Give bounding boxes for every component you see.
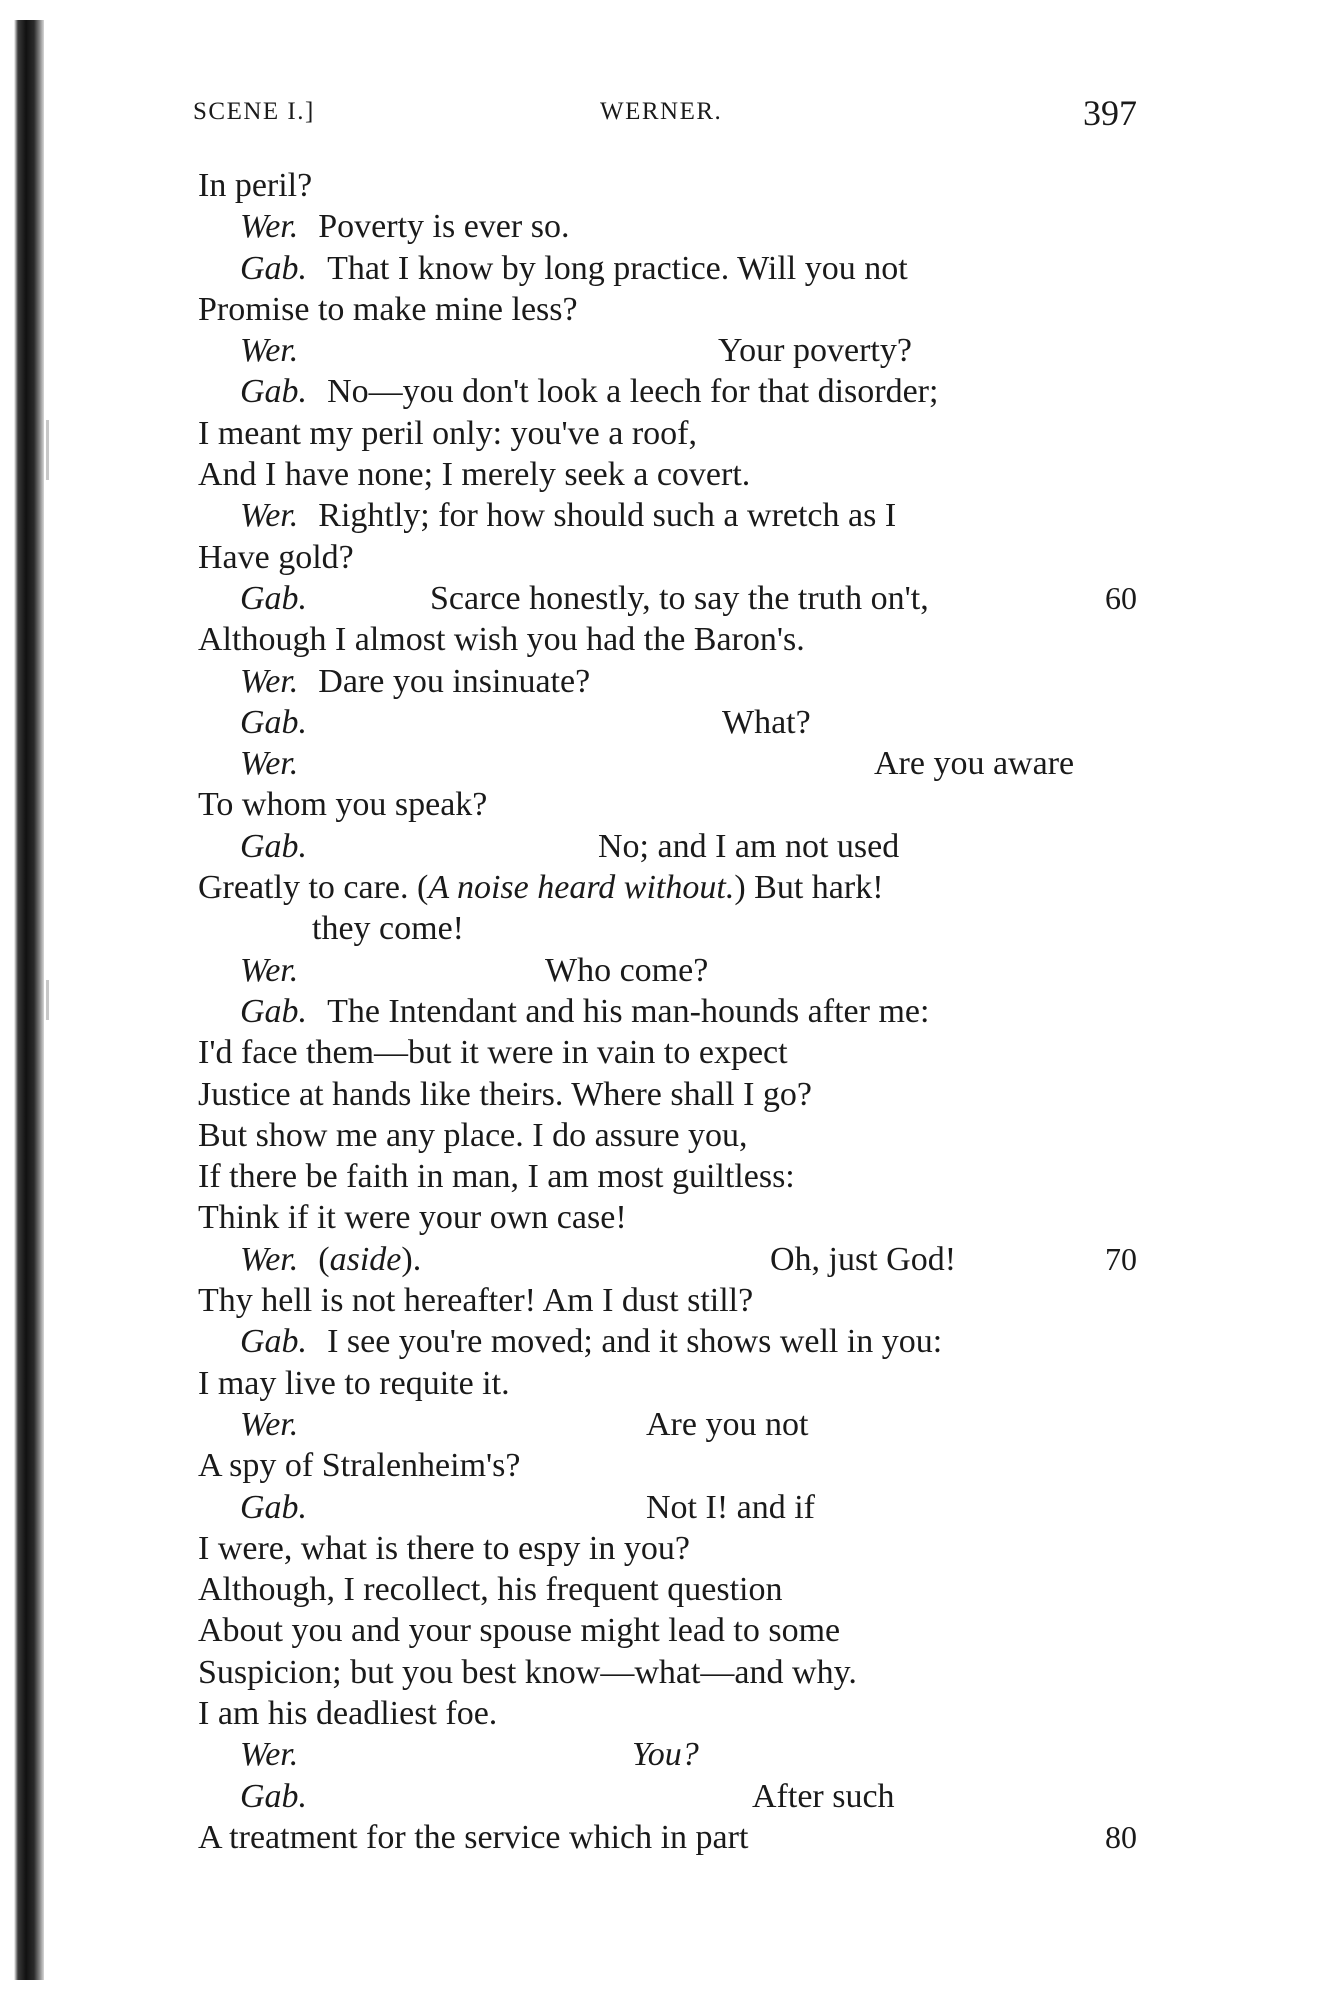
verse-line <box>0 743 1343 784</box>
verse-segment: You? <box>632 1736 699 1774</box>
line-number: 70 <box>1105 1240 1137 1277</box>
verse-line <box>0 537 1343 578</box>
verse-line <box>0 950 1343 991</box>
verse-line <box>0 1115 1343 1156</box>
verse-segment: ). <box>401 1240 422 1278</box>
verse-line <box>0 165 1343 206</box>
verse-line <box>0 702 1343 743</box>
verse-line <box>0 1404 1343 1445</box>
verse-line <box>0 413 1343 454</box>
verse-segment: I am his deadliest foe. <box>198 1694 498 1732</box>
verse-segment: Dare you insinuate? <box>318 662 591 700</box>
speaker-label: Wer. <box>240 951 299 989</box>
verse-line <box>0 1197 1343 1238</box>
scene-label: SCENE I.] <box>193 98 315 125</box>
verse-segment: I see you're moved; and it shows well in you: <box>327 1323 943 1361</box>
verse-segment: Are you aware <box>874 745 1075 783</box>
verse-segment: ( <box>318 1240 330 1278</box>
verse-line <box>0 578 1343 619</box>
verse-line <box>0 371 1343 412</box>
verse-segment: That I know by long practice. Will you not <box>327 249 908 287</box>
speaker-label: Wer. <box>240 1736 299 1774</box>
verse-segment: To whom you speak? <box>198 786 488 824</box>
speaker-label: Gab. <box>240 1777 308 1815</box>
verse-segment: Poverty is ever so. <box>318 208 570 246</box>
line-number: 80 <box>1105 1818 1137 1855</box>
verse-segment: Have gold? <box>198 538 354 576</box>
speaker-label: Gab. <box>240 373 308 411</box>
verse-segment: No—you don't look a leech for that disorder; <box>327 373 939 411</box>
verse-line <box>0 661 1343 702</box>
verse-line <box>0 1610 1343 1651</box>
speaker-label: Gab. <box>240 249 308 287</box>
verse-line <box>0 826 1343 867</box>
verse-line <box>0 206 1343 247</box>
page-number: 397 <box>1083 93 1137 133</box>
verse-segment: Promise to make mine less? <box>198 290 578 328</box>
verse-segment: Suspicion; but you best know—what—and why. <box>198 1653 857 1691</box>
speaker-label: Wer. <box>240 745 299 783</box>
verse-segment: Although, I recollect, his frequent question <box>198 1571 783 1609</box>
verse-segment: And I have none; I merely seek a covert. <box>198 456 751 494</box>
speaker-label: Gab. <box>240 579 308 617</box>
verse-line <box>0 1280 1343 1321</box>
speaker-label: Gab. <box>240 992 308 1030</box>
verse-line <box>0 867 1343 908</box>
verse-line <box>0 1074 1343 1115</box>
speaker-label: Gab. <box>240 703 308 741</box>
verse-segment: I'd face them—but it were in vain to expect <box>198 1034 788 1072</box>
verse-segment: If there be faith in man, I am most guiltless: <box>198 1158 795 1196</box>
verse-segment: Although I almost wish you had the Baron's. <box>198 621 805 659</box>
speaker-label: Gab. <box>240 1488 308 1526</box>
verse-segment: No; and I am not used <box>598 827 900 865</box>
verse-segment: Your poverty? <box>718 332 912 370</box>
verse-line <box>0 1032 1343 1073</box>
verse-line <box>0 495 1343 536</box>
speaker-label: Wer. <box>240 332 299 370</box>
speaker-label: Wer. <box>240 497 299 535</box>
verse-segment: I may live to requite it. <box>198 1364 510 1402</box>
verse-line <box>0 784 1343 825</box>
verse-segment: But show me any place. I do assure you, <box>198 1116 748 1154</box>
verse-line <box>0 1528 1343 1569</box>
verse-segment: About you and your spouse might lead to some <box>198 1612 841 1650</box>
verse-line <box>0 1652 1343 1693</box>
verse-segment: Scarce honestly, to say the truth on't, <box>430 579 929 617</box>
verse-segment: Thy hell is not hereafter! Am I dust still? <box>198 1282 754 1320</box>
verse-line <box>0 991 1343 1032</box>
verse-segment: The Intendant and his man-hounds after me: <box>327 992 930 1030</box>
verse-segment: Oh, just God! <box>770 1240 957 1278</box>
verse-line <box>0 1445 1343 1486</box>
verse-line <box>0 619 1343 660</box>
verse-segment: Not I! and if <box>646 1488 816 1526</box>
verse-segment: Who come? <box>545 951 709 989</box>
speaker-label: Gab. <box>240 827 308 865</box>
verse-segment: In peril? <box>198 167 313 204</box>
verse-segment: aside <box>329 1240 402 1278</box>
verse-line <box>0 908 1343 949</box>
verse-line <box>0 330 1343 371</box>
verse-line <box>0 1734 1343 1775</box>
verse-segment: ) But hark! <box>734 869 884 907</box>
verse-segment: Are you not <box>646 1405 809 1443</box>
verse-line <box>0 1487 1343 1528</box>
verse-segment: I were, what is there to espy in you? <box>198 1529 690 1567</box>
verse-line <box>0 289 1343 330</box>
line-number: 60 <box>1105 579 1137 616</box>
verse-line <box>0 1156 1343 1197</box>
verse-line <box>0 248 1343 289</box>
verse-line <box>0 1239 1343 1280</box>
running-head <box>0 93 1343 138</box>
verse-segment: Rightly; for how should such a wretch as I <box>318 497 897 535</box>
verse-line <box>0 1693 1343 1734</box>
verse-line <box>0 1776 1343 1817</box>
speaker-label: Gab. <box>240 1323 308 1361</box>
verse-line <box>0 454 1343 495</box>
verse-segment: Justice at hands like theirs. Where shall I go? <box>198 1075 813 1113</box>
verse-line <box>0 1817 1343 1858</box>
verse-segment: A noise heard without. <box>428 869 735 907</box>
play-title: WERNER. <box>600 98 723 125</box>
verse-segment: After such <box>752 1777 895 1815</box>
speaker-label: Wer. <box>240 208 299 246</box>
speaker-label: Wer. <box>240 1405 299 1443</box>
verse-segment: they come! <box>312 910 464 948</box>
verse-text <box>0 165 1343 1858</box>
verse-segment: I meant my peril only: you've a roof, <box>198 414 697 452</box>
verse-line <box>0 1569 1343 1610</box>
verse-line <box>0 1363 1343 1404</box>
verse-segment: Greatly to care. ( <box>198 869 429 907</box>
verse-segment: Think if it were your own case! <box>198 1199 627 1237</box>
speaker-label: Wer. <box>240 662 299 700</box>
verse-line <box>0 1321 1343 1362</box>
verse-segment: A spy of Stralenheim's? <box>198 1447 521 1485</box>
verse-segment: A treatment for the service which in part <box>198 1818 749 1856</box>
verse-segment: What? <box>722 703 811 741</box>
speaker-label: Wer. <box>240 1240 299 1278</box>
